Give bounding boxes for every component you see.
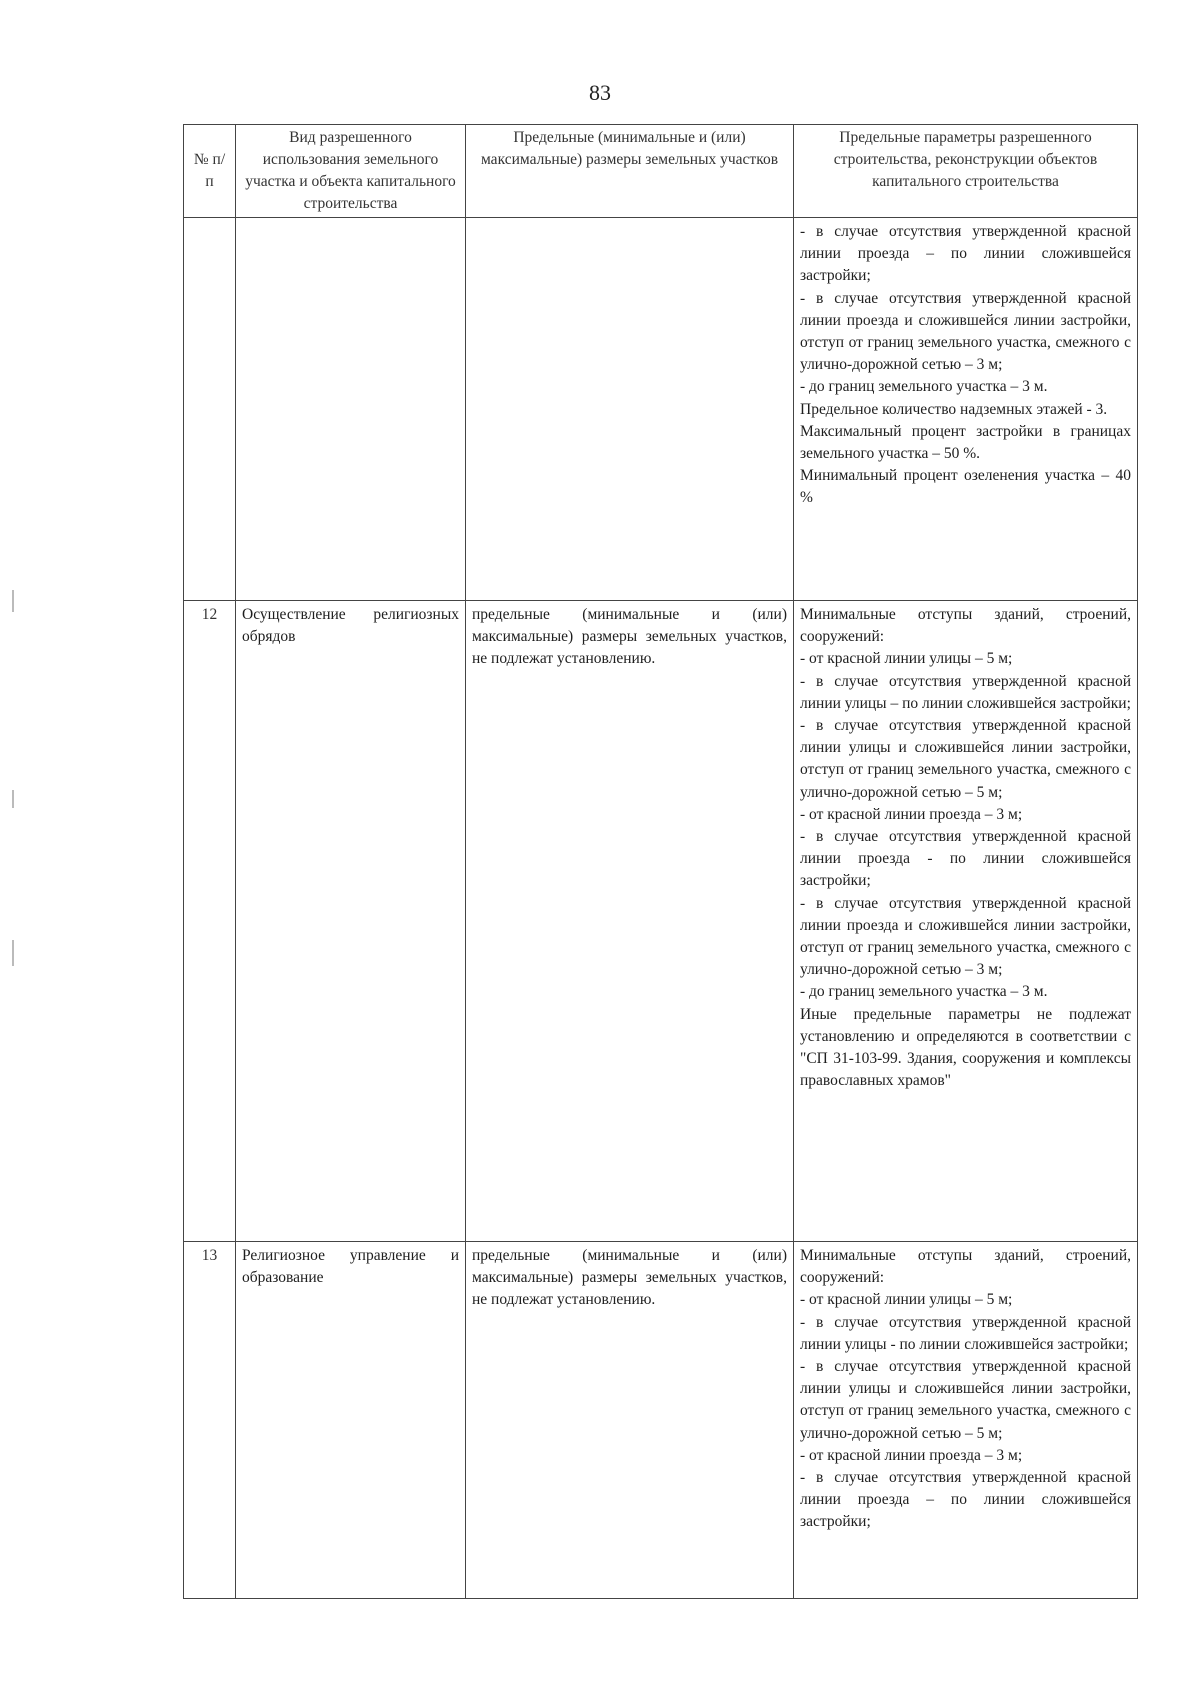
table-header-row — [184, 125, 1138, 218]
row-number-cell: 13 — [184, 1242, 236, 1599]
scan-edge-mark — [12, 940, 14, 966]
scan-edge-mark — [12, 790, 14, 808]
table-row — [184, 218, 1138, 601]
table-row — [184, 601, 1138, 1242]
use-type-cell — [236, 218, 466, 601]
use-type-cell: Осуществление религиозных обрядов — [236, 601, 466, 1242]
plot-size-cell: предельные (минимальные и (или) максимальные) размеры земельных участков, не подлежат установлению. — [466, 601, 794, 1242]
header-number: № п/п — [184, 125, 236, 218]
build-params-cell: Минимальные отступы зданий, строений, сооружений: - от красной линии улицы – 5 м; - в случае отсутствия утвержденной красной линии улицы - по линии сложившейся застройки; - в случае отсутствия утвержденной красной линии улицы и сложившейся линии застройки, отступ от границ земельного участка, смежного с улично-дорожной сетью – 5 м; - от красной линии проезда – 3 м; - в случае отсутствия утвержденной красной линии проезда – по линии сложившейся застройки; — [794, 1242, 1138, 1599]
row-number-cell: 12 — [184, 601, 236, 1242]
plot-size-cell — [466, 218, 794, 601]
use-type-cell: Религиозное управление и образование — [236, 1242, 466, 1599]
header-plot-size: Предельные (минимальные и (или) максимальные) размеры земельных участков — [466, 125, 794, 218]
plot-size-cell: предельные (минимальные и (или) максимальные) размеры земельных участков, не подлежат установлению. — [466, 1242, 794, 1599]
table-row — [184, 1242, 1138, 1599]
build-params-cell: Минимальные отступы зданий, строений, сооружений: - от красной линии улицы – 5 м; - в случае отсутствия утвержденной красной линии улицы – по линии сложившейся застройки; - в случае отсутствия утвержденной красной линии улицы и сложившейся линии застройки, отступ от границ земельного участка, смежного с улично-дорожной сетью – 5 м; - от красной линии проезда – 3 м; - в случае отсутствия утвержденной красной линии проезда - по линии сложившейся застройки; - в случае отсутствия утвержденной красной линии проезда и сложившейся линии застройки, отступ от границ земельного участка, смежного с улично-дорожной сетью – 3 м; - до границ земельного участка – 3 м. Иные предельные параметры не подлежат установлению и определяются в соответствии с "СП 31-103-99. Здания, сооружения и комплексы православных храмов" — [794, 601, 1138, 1242]
header-use-type: Вид разрешенного использования земельного участка и объекта капитального строительства — [236, 125, 466, 218]
row-number-cell — [184, 218, 236, 601]
scan-edge-mark — [12, 590, 14, 612]
build-params-cell: - в случае отсутствия утвержденной красной линии проезда – по линии сложившейся застройки; - в случае отсутствия утвержденной красной линии проезда и сложившейся линии застройки, отступ от границ земельного участка, смежного с улично-дорожной сетью – 3 м; - до границ земельного участка – 3 м. Предельное количество надземных этажей - 3. Максимальный процент застройки в границах земельного участка – 50 %. Минимальный процент озеленения участка – 40 % — [794, 218, 1138, 601]
header-build-params: Предельные параметры разрешенного строительства, реконструкции объектов капитального строительства — [794, 125, 1138, 218]
regulations-table — [183, 124, 1138, 1599]
page-number: 83 — [589, 80, 611, 105]
